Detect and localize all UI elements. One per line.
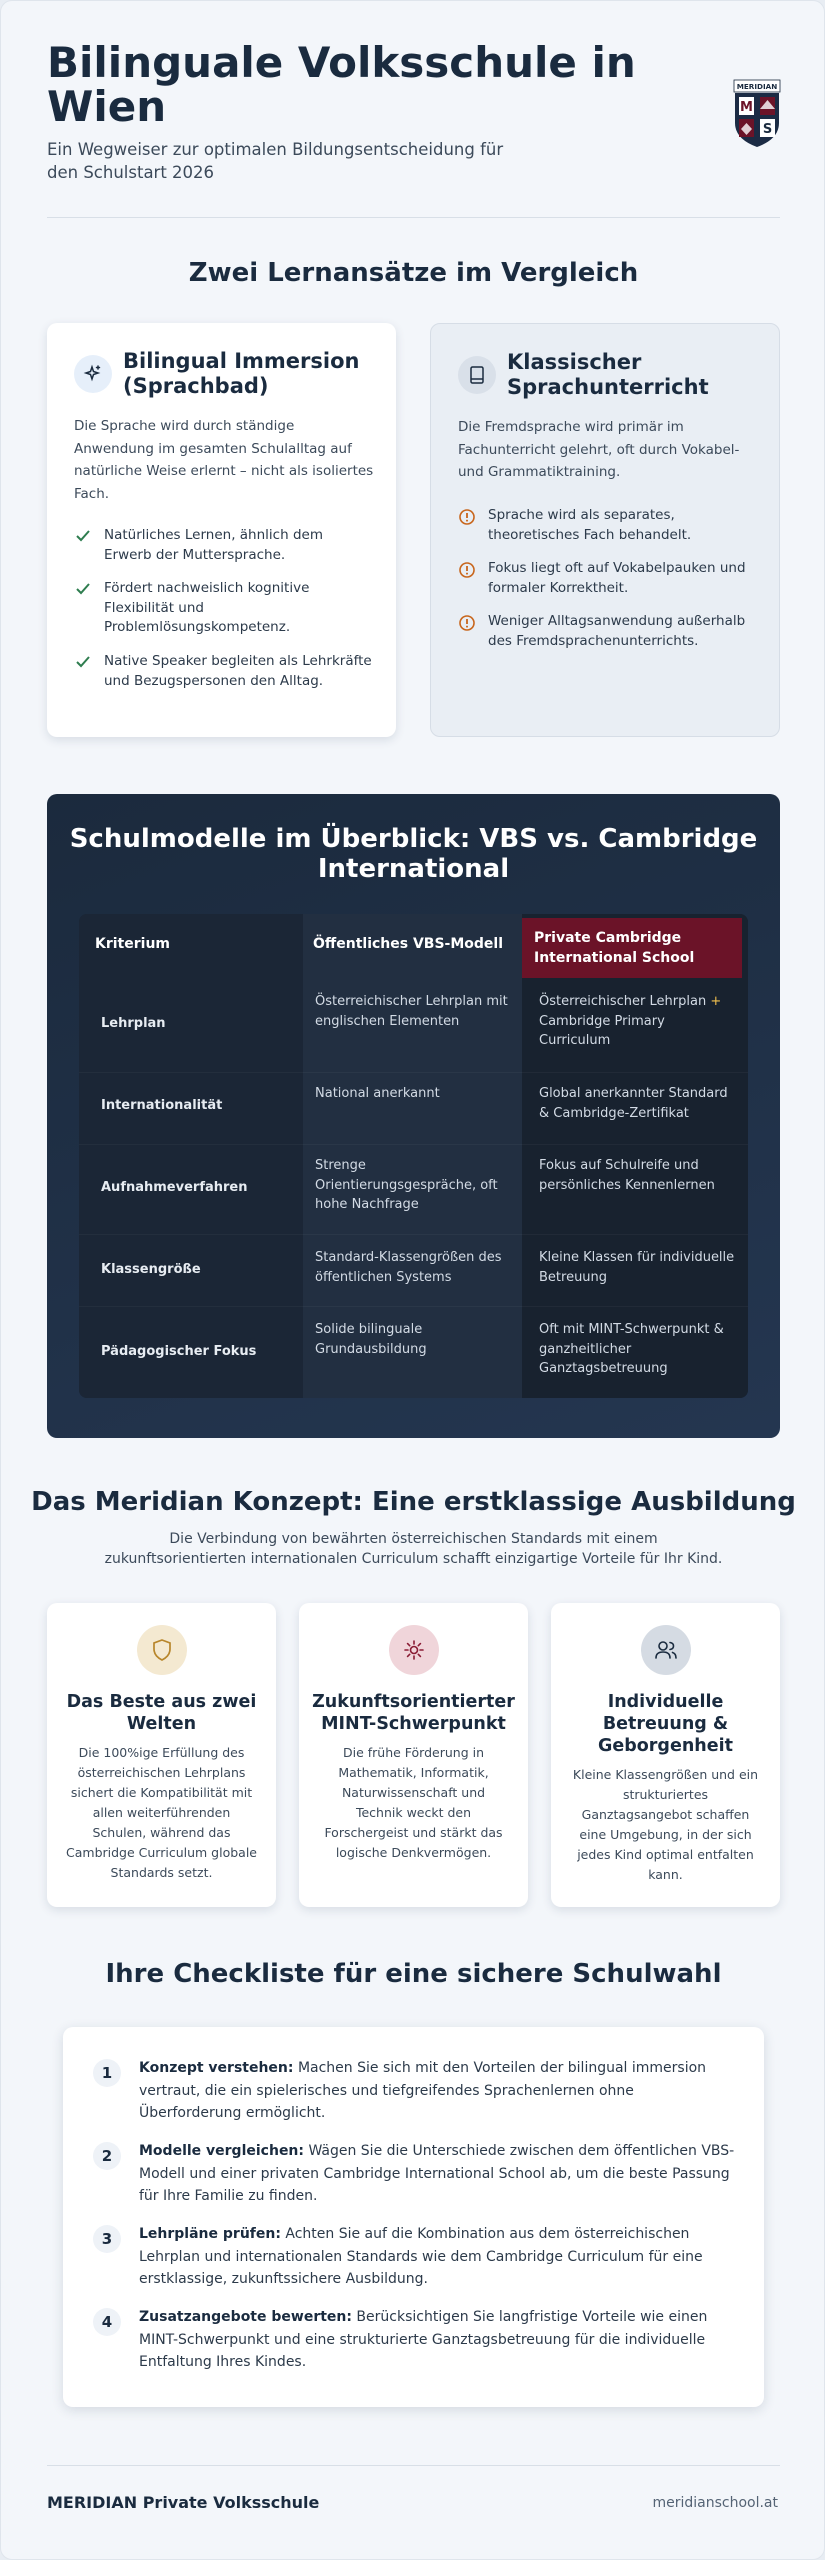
classic-description: Die Fremdsprache wird primär im Fachunterricht gelehrt, oft durch Vokabel- und Grammatiktraining.: [458, 419, 740, 480]
feature-text: Die frühe Förderung in Mathematik, Informatik, Naturwissenschaft und Technik weckt den Forschergeist und stärkt das logische Denkvermögen.: [324, 1745, 503, 1860]
svg-text:MERIDIAN: MERIDIAN: [736, 82, 778, 91]
row-label: Pädagogischer Fokus: [101, 1344, 257, 1359]
concept-title: Das Meridian Konzept: Eine erstklassige Ausbildung: [31, 1487, 796, 1517]
svg-text:S: S: [762, 122, 773, 137]
feature-card: [47, 1603, 276, 1907]
alert-icon: [458, 508, 476, 526]
step-number: 1: [93, 2059, 121, 2087]
immersion-description: Die Sprache wird durch ständige Anwendung im gesamten Schulalltag auf natürliche Weise erlernt – nicht als isoliertes Fach.: [74, 418, 374, 502]
divider: [47, 217, 780, 218]
vbs-cell: Standard-Klassengrößen des öffentlichen Systems: [315, 1250, 502, 1285]
private-cell: Fokus auf Schulreife und persönliches Kennenlernen: [539, 1158, 715, 1193]
immersion-card: [47, 323, 396, 737]
page-subtitle: Ein Wegweiser zur optimalen Bildungsentscheidung für den Schulstart 2026: [47, 140, 504, 182]
check-icon: [75, 655, 91, 669]
checklist-card: [63, 2027, 764, 2407]
users-icon: [641, 1625, 691, 1675]
checklist-step: Zusatzangebote bewerten: Berücksichtigen Sie langfristige Vorteile wie einen MINT-Schwerpunkt und eine strukturierte Ganztagsbetreuung für die individuelle Entfaltung Ihres Kindes.: [139, 2309, 708, 2370]
svg-text:M: M: [740, 100, 753, 115]
private-cell: Global anerkannter Standard & Cambridge-Zertifikat: [539, 1086, 728, 1121]
shield-icon: [137, 1625, 187, 1675]
feature-card: [551, 1603, 780, 1907]
classic-card: [430, 323, 780, 737]
vbs-cell: Solide bilinguale Grundausbildung: [315, 1322, 427, 1357]
feature-title: Zukunftsorientierter MINT-Schwerpunkt: [312, 1692, 515, 1734]
checklist-step: Modelle vergleichen: Wägen Sie die Unterschiede zwischen dem öffentlichen VBS-Modell und einer privaten Cambridge International School ab, um die beste Passung für Ihre Familie zu finden.: [139, 2143, 735, 2204]
vbs-cell: Österreichischer Lehrplan mit englischen Elementen: [315, 994, 508, 1029]
classic-title: Klassischer Sprachunterricht: [507, 350, 709, 399]
sparkle-icon: [74, 355, 112, 393]
models-table: [79, 914, 748, 1398]
row-label: Lehrplan: [101, 1016, 166, 1031]
feature-title: Individuelle Betreuung & Geborgenheit: [598, 1692, 733, 1756]
immersion-point: Native Speaker begleiten als Lehrkräfte und Bezugspersonen den Alltag.: [104, 653, 372, 689]
immersion-point: Fördert nachweislich kognitive Flexibilität und Problemlösungskompetenz.: [104, 580, 310, 635]
vbs-cell: National anerkannt: [315, 1086, 440, 1101]
immersion-title: Bilingual Immersion (Sprachbad): [123, 349, 360, 398]
step-number: 3: [93, 2225, 121, 2253]
checklist-step: Konzept verstehen: Machen Sie sich mit den Vorteilen der bilingual immersion vertraut, die ein spielerisches und tiefgreifendes Sprachenlernen ohne Überforderung ermöglicht.: [139, 2060, 707, 2121]
classic-point: Fokus liegt oft auf Vokabelpauken und formaler Korrektheit.: [488, 560, 746, 596]
private-cell: Oft mit MINT-Schwerpunkt & ganzheitlicher Ganztagsbetreuung: [539, 1322, 724, 1376]
alert-icon: [458, 614, 476, 632]
meridian-logo: [733, 79, 781, 149]
footer-website-link[interactable]: meridianschool.at: [652, 2495, 778, 2511]
concept-subtitle: Die Verbindung von bewährten österreichischen Standards mit einem zukunftsorientierten internationalen Curriculum schafft einzigartige Vorteile für Ihr Kind.: [104, 1531, 723, 1567]
row-label: Aufnahmeverfahren: [101, 1180, 248, 1195]
models-title: Schulmodelle im Überblick: VBS vs. Cambridge International: [69, 824, 758, 884]
check-icon: [75, 529, 91, 543]
step-number: 4: [93, 2308, 121, 2336]
table-header: Öffentliches VBS-Modell: [313, 936, 504, 952]
classic-point: Weniger Alltagsanwendung außerhalb des Fremdsprachenunterrichts.: [488, 613, 746, 649]
classic-point: Sprache wird als separates, theoretisches Fach behandelt.: [488, 507, 692, 543]
atom-icon: [389, 1625, 439, 1675]
models-section: [47, 794, 780, 1438]
checklist-title: Ihre Checkliste für eine sichere Schulwahl: [105, 1959, 722, 1989]
step-number: 2: [93, 2142, 121, 2170]
feature-text: Kleine Klassengrößen und ein strukturiertes Ganztagsangebot schaffen eine Umgebung, in der sich jedes Kind optimal entfalten kann.: [572, 1767, 759, 1882]
alert-icon: [458, 561, 476, 579]
feature-title: Das Beste aus zwei Welten: [66, 1692, 257, 1734]
private-cell: Kleine Klassen für individuelle Betreuung: [539, 1250, 735, 1285]
immersion-point: Natürliches Lernen, ähnlich dem Erwerb der Muttersprache.: [104, 527, 323, 563]
book-icon: [458, 356, 496, 394]
comparison-title: Zwei Lernansätze im Vergleich: [188, 258, 639, 288]
footer-divider: [47, 2465, 780, 2466]
vbs-cell: Strenge Orientierungsgespräche, oft hohe Nachfrage: [315, 1158, 498, 1212]
page-title: Bilinguale Volksschule in Wien: [47, 38, 636, 131]
checklist-step: Lehrpläne prüfen: Achten Sie auf die Kombination aus dem österreichischen Lehrplan und internationalen Standards wie dem Cambridge Curriculum für eine erstklassige, zukunftssichere Ausbildung.: [139, 2226, 703, 2287]
footer-brand: MERIDIAN Private Volksschule: [47, 2493, 320, 2512]
check-icon: [75, 582, 91, 596]
row-label: Internationalität: [101, 1098, 223, 1113]
table-header: Kriterium: [95, 936, 170, 952]
table-header-highlight: Private Cambridge International School: [522, 918, 742, 978]
private-cell: Österreichischer Lehrplan + Cambridge Primary Curriculum: [539, 994, 722, 1048]
row-label: Klassengröße: [101, 1262, 201, 1277]
feature-text: Die 100%ige Erfüllung des österreichischen Lehrplans sichert die Kompatibilität mit allen weiterführenden Schulen, während das Cambridge Curriculum globale Standards setzt.: [66, 1745, 257, 1880]
feature-card: [299, 1603, 528, 1907]
